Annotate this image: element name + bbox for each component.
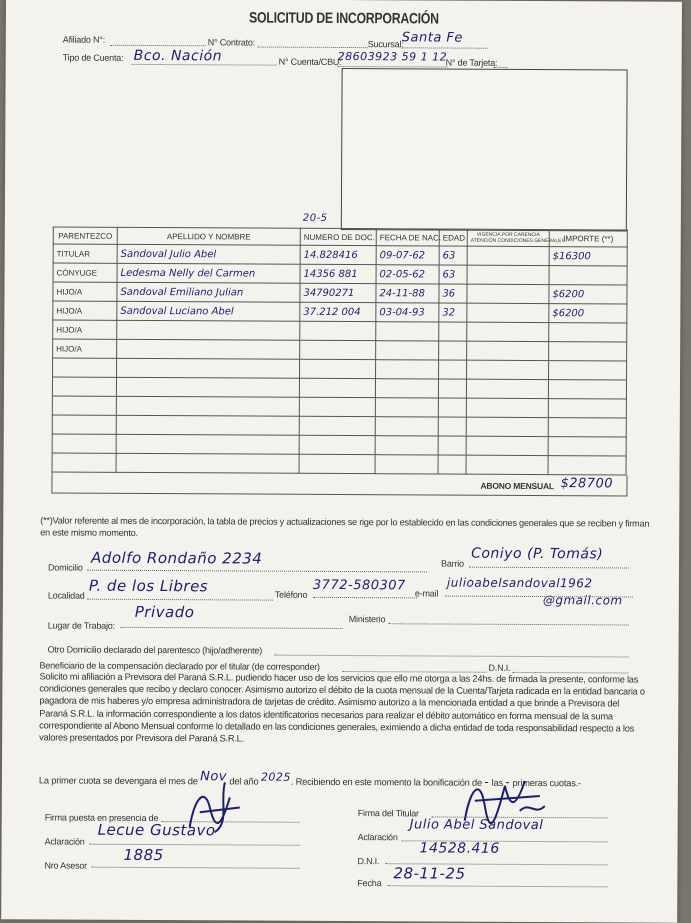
row-nombre-value: Sandoval Julio Abel: [120, 248, 217, 260]
row-importe[interactable]: [549, 323, 627, 342]
header-edad: EDAD: [439, 229, 467, 246]
row-edad[interactable]: [439, 303, 467, 322]
row-fecha-nac[interactable]: [376, 322, 439, 341]
row-importe[interactable]: [549, 361, 627, 380]
header-fecha-nac: FECHA DE NAC.: [376, 229, 439, 246]
email-value[interactable]: julioabelsandoval1962: [446, 575, 593, 591]
row-documento[interactable]: [299, 397, 375, 416]
row-edad-value: 63: [442, 269, 456, 281]
row-edad[interactable]: [439, 284, 467, 303]
row-nombre[interactable]: [117, 339, 300, 359]
row-nombre-value: Ledesma Nelly del Carmen: [120, 267, 256, 280]
email-label: e-mail: [414, 588, 439, 599]
row-edad-value: 63: [442, 250, 456, 262]
year-note: 20-5: [302, 212, 328, 224]
row-fecha-nac[interactable]: [375, 379, 438, 398]
row-importe[interactable]: [548, 418, 626, 437]
row-documento-value: 14.828416: [303, 249, 358, 261]
row-fecha-nac[interactable]: [375, 436, 438, 455]
row-nombre[interactable]: [116, 453, 299, 473]
row-edad[interactable]: [438, 455, 466, 474]
row-fecha-nac[interactable]: [376, 284, 439, 303]
afiliado-line[interactable]: [110, 45, 206, 47]
row-importe-value: $16300: [552, 250, 591, 262]
afiliado-label: Afiliado N°:: [62, 34, 106, 45]
members-table: [52, 226, 628, 475]
header-apellido: APELLIDO Y NOMBRE: [117, 227, 300, 245]
header-parentezco: PARENTEZCO: [53, 227, 117, 244]
row-nombre[interactable]: [117, 244, 300, 264]
row-fecha-nac[interactable]: [376, 303, 439, 322]
row-edad-value: 32: [442, 307, 456, 319]
row-documento[interactable]: [300, 321, 376, 340]
authorization-text: Solicito mi afiliación a Previsora del Paraná S.R.L. pudiendo hacer uso de los servicios que ello me otorga a las 24hs. de firmada la presente, conforme las condiciones generales que recibo y declaro conocer. Asimismo autorizo el débito de la cuota mensual de la Cuenta/Tarjeta radicada en la entidad bancaria o pagadora de mis haberes y/o empresa administradora de tarjetas de crédito. Asimismo autorizo a la mencionada entidad a que brinde a Previsora del Paraná S.R.L. la información correspondiente a los datos identificatorios necesarios para realizar el débito automático en forma mensual de la suma correspondiente al Abono Mensual conforme lo detallado en las condiciones generales, eximiendo a dicha entidad de toda responsabilidad respecto a los valores presentados por Previsora del Paraná S.R.L.: [39, 671, 645, 744]
contrato-line[interactable]: [258, 47, 368, 49]
asesor-value[interactable]: 1885: [123, 845, 164, 865]
row-fecha-nac[interactable]: [375, 417, 438, 436]
row-documento[interactable]: [299, 416, 375, 435]
tipo-cuenta-line: [132, 64, 277, 66]
row-edad[interactable]: [438, 436, 466, 455]
ministerio-line[interactable]: [389, 623, 629, 625]
row-vigencia[interactable]: [467, 284, 549, 303]
sucursal-label: Sucursal:: [367, 39, 404, 50]
row-documento[interactable]: [299, 435, 375, 454]
row-importe[interactable]: [549, 266, 627, 285]
row-fecha-nac-value: 03-04-93: [379, 306, 425, 318]
form-sheet: [1, 0, 682, 923]
localidad-line: [87, 599, 273, 601]
row-parentezco: [52, 377, 116, 396]
asesor-label: Nro Asesor: [44, 860, 88, 871]
row-parentezco: HIJO/A: [53, 301, 117, 320]
localidad-label: Localidad: [47, 590, 85, 601]
row-parentezco: [52, 453, 116, 472]
aclaracion-line: [90, 844, 300, 846]
row-documento[interactable]: [300, 340, 376, 359]
header-vigencia-sub: ATENCIÓN CONDICIONES GENERALES: [470, 237, 565, 245]
header-documento: NUMERO DE DOC.: [300, 228, 376, 245]
row-edad[interactable]: [438, 379, 466, 398]
row-documento[interactable]: [300, 283, 376, 302]
barrio-line: [469, 567, 629, 569]
ministerio-label: Ministerio: [348, 614, 386, 625]
row-importe[interactable]: [548, 437, 626, 456]
row-parentezco: HIJO/A: [53, 339, 117, 358]
row-parentezco: CÓNYUGE: [53, 263, 117, 282]
aclaracion-value[interactable]: Lecue Gustavo: [97, 820, 216, 840]
aclaracion-2-value[interactable]: Julio Abel Sandoval: [409, 817, 544, 834]
row-nombre[interactable]: [116, 434, 299, 454]
cuenta-value[interactable]: 28603923 59 1 12: [337, 49, 448, 64]
row-fecha-nac[interactable]: [376, 246, 439, 265]
row-fecha-nac[interactable]: [376, 360, 439, 379]
domicilio-label: Domicilio: [47, 562, 83, 573]
row-importe-value: $6200: [552, 307, 585, 319]
row-nombre-value: Sandoval Emiliano Julian: [120, 286, 244, 298]
row-fecha-nac-value: 24-11-88: [379, 287, 425, 299]
row-fecha-nac[interactable]: [376, 341, 439, 360]
otro-domicilio-line[interactable]: [275, 655, 629, 658]
cuota-bonif[interactable]: -: [484, 774, 490, 789]
row-documento[interactable]: [300, 245, 376, 264]
aclaracion-label: Aclaración: [44, 836, 85, 847]
cuota-month[interactable]: Nov: [200, 769, 228, 785]
lugar-trabajo-line: [121, 627, 343, 629]
row-edad[interactable]: [439, 246, 467, 265]
lugar-trabajo-value[interactable]: Privado: [134, 602, 195, 622]
row-vigencia[interactable]: [467, 303, 549, 322]
row-vigencia[interactable]: [466, 379, 548, 398]
row-vigencia[interactable]: [466, 436, 548, 455]
row-documento[interactable]: [299, 378, 375, 397]
row-importe[interactable]: [549, 342, 627, 361]
row-vigencia[interactable]: [466, 417, 548, 436]
row-documento-value: 14356 881: [303, 268, 358, 280]
row-fecha-nac[interactable]: [375, 455, 438, 474]
total-value[interactable]: $28700: [560, 476, 614, 492]
row-parentezco: [52, 434, 116, 453]
total-label: ABONO MENSUAL: [480, 480, 554, 492]
tarjeta-line[interactable]: [494, 67, 508, 68]
row-edad[interactable]: [439, 265, 467, 284]
price-note: (**)Valor referente al mes de incorporación, la tabla de precios y actualizaciones se rige por lo establecido en las condiciones generales que se reciben y firman en este mismo momento.: [40, 515, 650, 538]
row-nombre[interactable]: [116, 396, 299, 416]
row-parentezco: [52, 415, 116, 434]
cuota-las: las: [491, 777, 503, 788]
asesor-line: [91, 867, 299, 869]
titular-signature-label: Firma del Titular: [357, 808, 419, 819]
barrio-value[interactable]: Coniyo (P. Tomás): [471, 545, 604, 563]
row-documento-value: 37.212 004: [303, 306, 361, 318]
lugar-trabajo-label: Lugar de Trabajo:: [47, 620, 115, 631]
row-edad[interactable]: [439, 341, 467, 360]
localidad-value[interactable]: P. de los Libres: [88, 576, 209, 596]
row-nombre[interactable]: [117, 320, 300, 340]
cuota-year-label: del año: [229, 776, 259, 787]
telefono-value[interactable]: 3772-580307: [312, 577, 406, 594]
header-importe: IMPORTE (**): [549, 230, 627, 247]
cuota-primeras: primeras cuotas.-: [512, 777, 581, 789]
row-importe[interactable]: [548, 380, 626, 399]
dni-2-label: D.N.I.: [357, 856, 380, 867]
row-nombre[interactable]: [117, 301, 300, 321]
photo-box: [341, 68, 628, 231]
row-documento[interactable]: [300, 302, 376, 321]
row-nombre-value: Sandoval Luciano Abel: [120, 305, 234, 317]
cuota-prefix: La primer cuota se devengara el mes de: [38, 775, 198, 787]
domicilio-value[interactable]: Adolfo Rondaño 2234: [91, 548, 263, 568]
header-vigencia: [467, 229, 565, 246]
row-fecha-nac[interactable]: [376, 265, 439, 284]
row-fecha-nac-value: 09-07-62: [379, 249, 426, 261]
beneficiario-label: Beneficiario de la compensación declarado por el titular (de corresponder): [39, 660, 320, 672]
cuota-year[interactable]: 2025: [260, 770, 291, 784]
row-documento-value: 34790271: [303, 287, 355, 299]
header-vigencia-label: VIGENCIA POR CARENCIA: [476, 231, 540, 239]
row-parentezco: TITULAR: [53, 244, 117, 263]
barrio-label: Barrio: [441, 558, 464, 569]
table-row: [52, 453, 626, 475]
row-edad[interactable]: [438, 417, 466, 436]
row-importe[interactable]: [549, 285, 627, 304]
row-nombre[interactable]: [117, 358, 300, 378]
cuota-bonif-2[interactable]: -: [505, 774, 511, 789]
form-title: SOLICITUD DE INCORPORACIÓN: [248, 9, 439, 28]
row-importe-value: $6200: [552, 288, 585, 300]
row-documento[interactable]: [299, 454, 375, 473]
domicilio-line: [87, 570, 427, 573]
dni-label: D.N.I.: [488, 662, 511, 673]
row-nombre[interactable]: [116, 415, 299, 435]
row-nombre[interactable]: [117, 282, 300, 302]
email-line: [445, 596, 633, 598]
row-importe[interactable]: [549, 247, 627, 266]
row-fecha-nac[interactable]: [375, 398, 438, 417]
row-importe[interactable]: [549, 304, 627, 323]
fecha-label: Fecha: [357, 878, 382, 889]
row-importe[interactable]: [548, 399, 626, 418]
cuenta-label: N° Cuenta/CBU:: [278, 56, 342, 67]
row-parentezco: HIJO/A: [53, 282, 117, 301]
row-edad-value: 36: [442, 288, 456, 300]
row-nombre[interactable]: [116, 377, 299, 397]
contrato-label: N° Contrato:: [207, 37, 256, 48]
otro-domicilio-label: Otro Domicilio declarado del parentesco (hijo/adherente): [47, 644, 263, 656]
row-parentezco: HIJO/A: [53, 320, 117, 339]
row-importe[interactable]: [548, 456, 626, 475]
row-documento[interactable]: [300, 359, 376, 378]
row-vigencia[interactable]: [467, 246, 549, 265]
telefono-label: Teléfono: [274, 589, 308, 600]
sucursal-line: [402, 47, 488, 48]
sucursal-value[interactable]: Santa Fe: [401, 30, 463, 46]
tarjeta-label: N° de Tarjeta:: [445, 57, 498, 68]
aclaracion-2-label: Aclaración: [357, 832, 398, 843]
row-documento[interactable]: [300, 264, 376, 283]
row-vigencia[interactable]: [466, 455, 548, 474]
cuota-suffix: . Recibiendo en este momento la bonificación de: [290, 776, 483, 788]
row-vigencia[interactable]: [467, 322, 549, 341]
total-row: [51, 472, 627, 496]
row-parentezco: [52, 396, 116, 415]
tipo-cuenta-value[interactable]: Bco. Nación: [133, 47, 223, 65]
fecha-line: [387, 885, 607, 887]
tipo-cuenta-label: Tipo de Cuenta:: [62, 52, 124, 63]
presencia-label: Firma puesta en presencia de: [44, 812, 159, 824]
row-vigencia[interactable]: [467, 265, 549, 284]
telefono-line: [313, 597, 417, 599]
row-vigencia[interactable]: [467, 341, 549, 360]
row-vigencia[interactable]: [466, 398, 548, 417]
row-edad[interactable]: [438, 398, 466, 417]
email-value-2[interactable]: @gmail.com: [542, 593, 623, 608]
row-vigencia[interactable]: [467, 360, 549, 379]
fecha-value[interactable]: 28-11-25: [393, 864, 466, 883]
row-parentezco: [53, 358, 117, 377]
row-edad[interactable]: [439, 322, 467, 341]
dni-2-value[interactable]: 14528.416: [419, 840, 500, 857]
row-fecha-nac-value: 02-05-62: [379, 268, 425, 280]
row-nombre[interactable]: [117, 263, 300, 283]
row-edad[interactable]: [439, 360, 467, 379]
